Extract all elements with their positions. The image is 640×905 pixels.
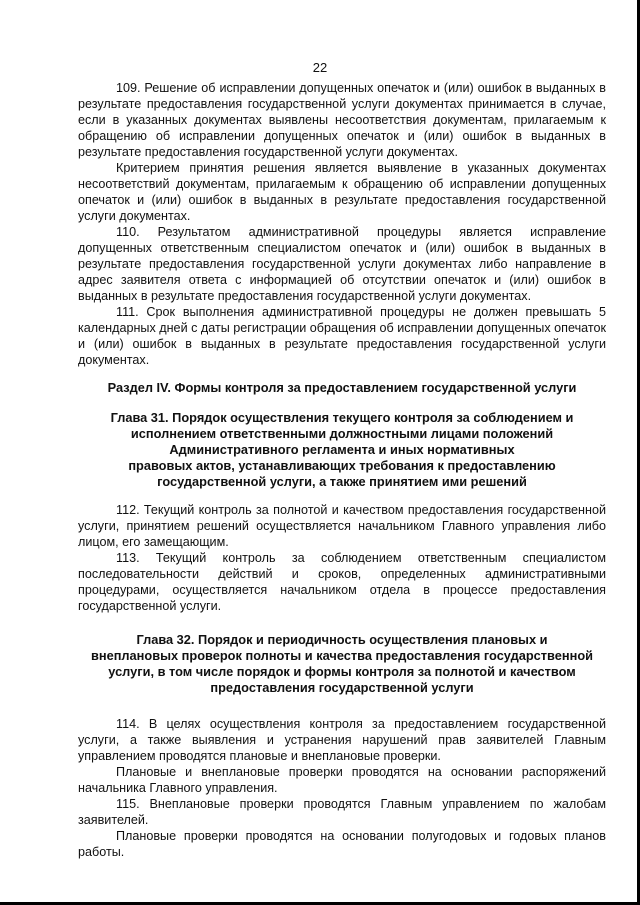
page-content	[78, 80, 606, 860]
chapter-31-line: государственной услуги, а также принятием ими решений	[157, 474, 527, 489]
page-number: 22	[312, 60, 328, 75]
chapter-31-line: правовых актов, устанавливающих требования к предоставлению	[128, 458, 556, 473]
paragraph-criterion: Критерием принятия решения является выявление в указанных документах несоответствий документам, прилагаемым к обращению об исправлении допущенных опечаток и (или) ошибок в выданных в результате предоставления государственной услуги документах.	[78, 161, 606, 223]
paragraph-109: 109. Решение об исправлении допущенных опечаток и (или) ошибок в выданных в результате предоставления государственной услуги документах принимается в случае, если в указанных документах выявлены несоответствия документам, прилагаемым к обращению об исправлении допущенных опечаток и (или) ошибок в выданных в результате предоставления государственной услуги документах.	[78, 81, 606, 159]
paragraph-114: 114. В целях осуществления контроля за предоставлением государственной услуги, а также выявления и устранения нарушений прав заявителей Главным управлением проводятся плановые и внеплановые проверки.	[78, 717, 606, 763]
paragraph-inspections-basis: Плановые и внеплановые проверки проводятся на основании распоряжений начальника Главного управления.	[78, 765, 606, 795]
chapter-31-title	[78, 410, 606, 490]
chapter-32-line: услуги, в том числе порядок и формы контроля за полнотой и качеством	[108, 664, 576, 679]
chapter-32-title	[78, 632, 606, 696]
paragraph-110: 110. Результатом административной процедуры является исправление допущенных ответственным специалистом опечаток и (или) ошибок в выданных в результате предоставления государственной услуги документах либо направление в адрес заявителя ответа с информацией об отсутствии опечаток и (или) ошибок в выданных в результате предоставления государственной услуги документах.	[78, 225, 606, 303]
chapter-32-line: внеплановых проверок полноты и качества предоставления государственной	[90, 648, 594, 663]
chapter-32-line: Глава 32. Порядок и периодичность осуществления плановых и	[136, 632, 548, 647]
paragraph-112: 112. Текущий контроль за полнотой и качеством предоставления государственной услуги, принятием решений осуществляется начальником Главного управления либо лицом, его замещающим.	[78, 503, 606, 549]
chapter-31-line: исполнением ответственными должностными лицами положений	[130, 426, 554, 441]
paragraph-115: 115. Внеплановые проверки проводятся Главным управлением по жалобам заявителей.	[78, 797, 606, 827]
chapter-31-line: Глава 31. Порядок осуществления текущего контроля за соблюдением и	[110, 410, 574, 425]
paragraph-111: 111. Срок выполнения административной процедуры не должен превышать 5 календарных дней с даты регистрации обращения об исправлении допущенных опечаток и (или) ошибок в выданных в результате предоставления государственной услуги документах.	[78, 305, 606, 367]
section-title: Раздел IV. Формы контроля за предоставлением государственной услуги	[107, 380, 577, 395]
chapter-31-line: Административного регламента и иных нормативных	[169, 442, 515, 457]
chapter-32-line: предоставления государственной услуги	[210, 680, 474, 695]
paragraph-planned-inspections: Плановые проверки проводятся на основании полугодовых и годовых планов работы.	[78, 829, 606, 859]
paragraph-113: 113. Текущий контроль за соблюдением ответственным специалистом последовательности действий и сроков, определенных административными процедурами, осуществляется начальником отдела в процессе предоставления государственной услуги.	[78, 551, 606, 613]
